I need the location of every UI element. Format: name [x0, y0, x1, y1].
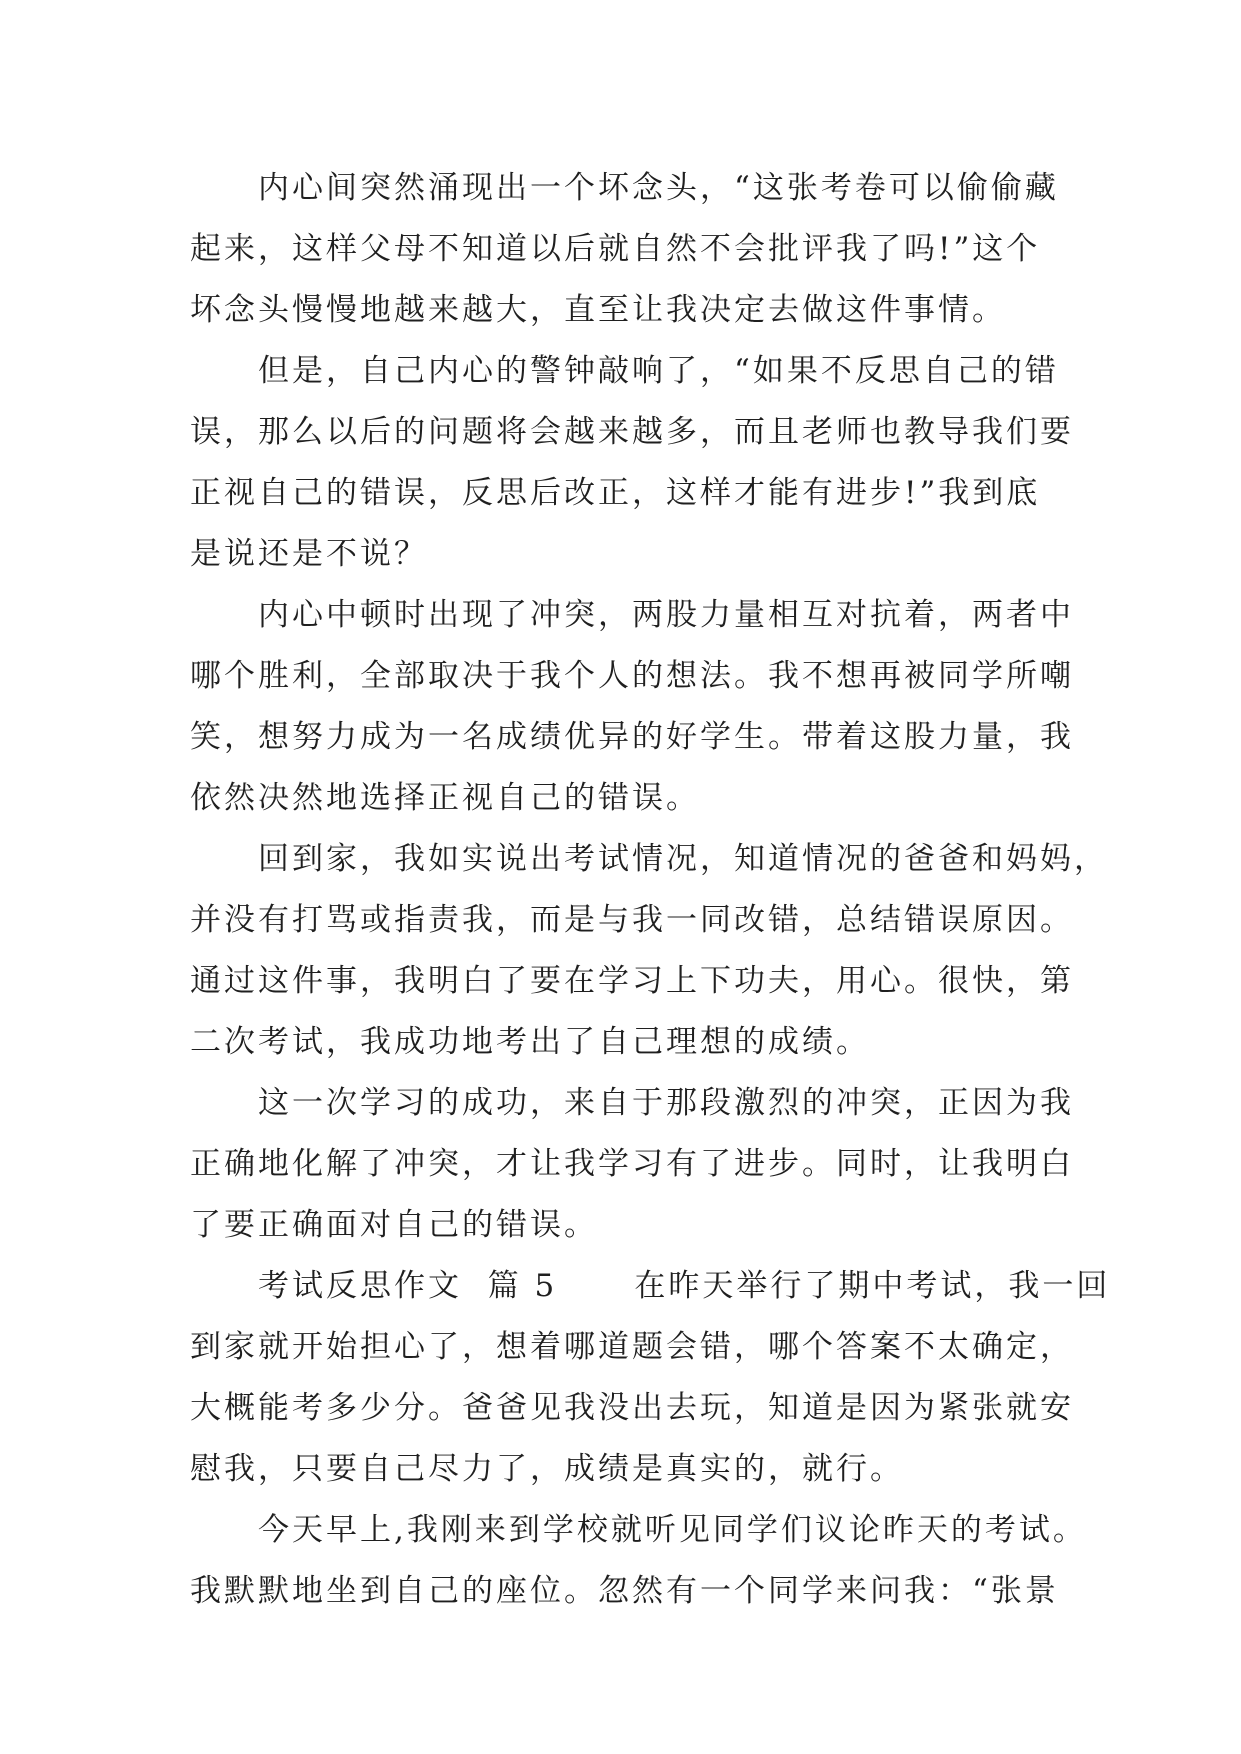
- text-line: 依然决然地选择正视自己的错误。: [190, 780, 700, 816]
- paragraph-2: [190, 341, 1074, 585]
- text-line: 内心间突然涌现出一个坏念头，“这张考卷可以偷偷藏: [258, 170, 1059, 206]
- paragraph-1: [190, 158, 1059, 341]
- text-line: 考试反思作文 篇 5 在昨天举行了期中考试，我一回: [258, 1268, 1111, 1304]
- text-line: 正视自己的错误，反思后改正，这样才能有进步!”我到底: [190, 475, 1041, 511]
- text-line: 哪个胜利，全部取决于我个人的想法。我不想再被同学所嘲: [190, 658, 1074, 694]
- paragraph-5: [190, 1073, 1074, 1256]
- text-line: 了要正确面对自己的错误。: [190, 1207, 598, 1243]
- text-line: 起来，这样父母不知道以后就自然不会批评我了吗!”这个: [190, 231, 1041, 267]
- text-line: 并没有打骂或指责我，而是与我一同改错，总结错误原因。: [190, 902, 1074, 938]
- paragraph-4: [190, 829, 1108, 1073]
- text-line: 今天早上,我刚来到学校就听见同学们议论昨天的考试。: [258, 1512, 1087, 1548]
- text-line: 但是，自己内心的警钟敲响了，“如果不反思自己的错: [258, 353, 1059, 389]
- text-line: 我默默地坐到自己的座位。忽然有一个同学来问我：“张景: [190, 1573, 1059, 1609]
- text-line: 通过这件事，我明白了要在学习上下功夫，用心。很快，第: [190, 963, 1074, 999]
- paragraph-3: [190, 585, 1074, 829]
- text-line: 是说还是不说？: [190, 536, 428, 572]
- document-body: [190, 158, 1111, 1622]
- text-line: 慰我，只要自己尽力了，成绩是真实的，就行。: [190, 1451, 904, 1487]
- text-line: 坏念头慢慢地越来越大，直至让我决定去做这件事情。: [190, 292, 1006, 328]
- text-line: 二次考试，我成功地考出了自己理想的成绩。: [190, 1024, 870, 1060]
- text-line: 内心中顿时出现了冲突，两股力量相互对抗着，两者中: [258, 597, 1074, 633]
- paragraph-6: [190, 1256, 1111, 1500]
- text-line: 正确地化解了冲突，才让我学习有了进步。同时，让我明白: [190, 1146, 1074, 1182]
- text-line: 这一次学习的成功，来自于那段激烈的冲突，正因为我: [258, 1085, 1074, 1121]
- text-line: 笑，想努力成为一名成绩优异的好学生。带着这股力量，我: [190, 719, 1074, 755]
- paragraph-7: [190, 1500, 1087, 1622]
- text-line: 大概能考多少分。爸爸见我没出去玩，知道是因为紧张就安: [190, 1390, 1074, 1426]
- text-line: 到家就开始担心了，想着哪道题会错，哪个答案不太确定，: [190, 1329, 1074, 1365]
- text-line: 回到家，我如实说出考试情况，知道情况的爸爸和妈妈，: [258, 841, 1108, 877]
- text-line: 误，那么以后的问题将会越来越多，而且老师也教导我们要: [190, 414, 1074, 450]
